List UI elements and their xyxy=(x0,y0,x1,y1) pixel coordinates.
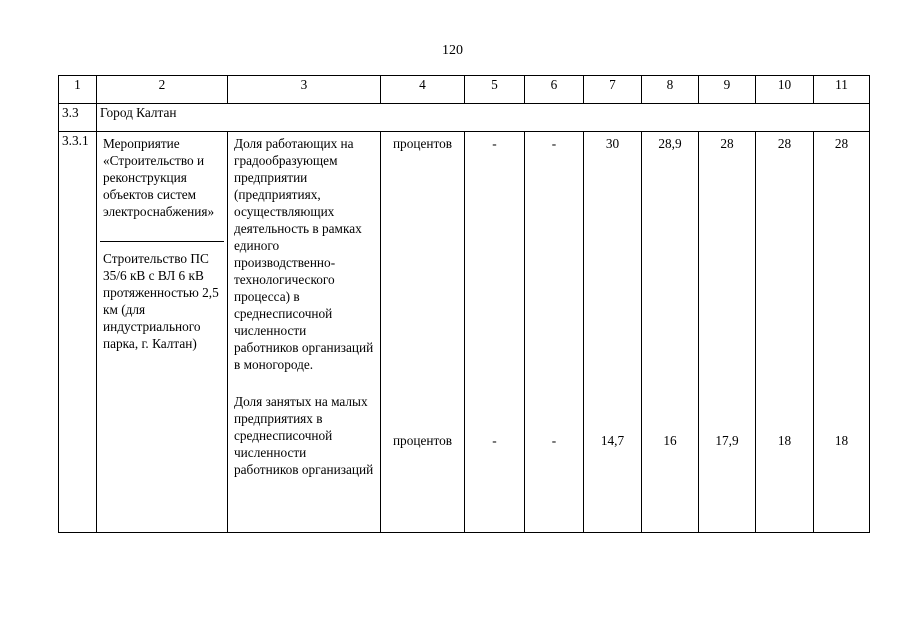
header-cell: 6 xyxy=(525,76,584,104)
col5-value: - xyxy=(492,433,497,448)
col5-value: - xyxy=(492,136,497,151)
col10-value: 28 xyxy=(777,136,792,151)
col8-cell xyxy=(642,132,699,533)
col9-value: 17,9 xyxy=(715,433,739,448)
page-number: 120 xyxy=(442,43,463,58)
section-title: Город Калтан xyxy=(97,104,870,132)
table-header-row xyxy=(59,76,870,104)
header-cell: 7 xyxy=(584,76,642,104)
col6-value: - xyxy=(551,136,557,151)
header-cell: 4 xyxy=(381,76,465,104)
event-name: Мероприятие «Строительство и реконструкция объектов систем электроснабжения» xyxy=(100,132,224,242)
col6-cell xyxy=(525,132,584,533)
col6-value: - xyxy=(551,433,557,448)
col11-value: 18 xyxy=(834,433,849,448)
col9-value: 28 xyxy=(720,136,734,151)
indicator-name: Доля занятых на малых предприятиях в среднесписочной численности работников организаций xyxy=(234,394,374,477)
unit-cell xyxy=(381,132,465,533)
indicator-name: Доля работающих на градообразующем предприятии (предприятиях, осуществляющих деятельность в рамках единого производственно-технологического процесса) в среднесписочной численности работников организаций в моногороде. xyxy=(234,136,374,372)
header-cell: 5 xyxy=(465,76,525,104)
indicator-cell xyxy=(228,132,381,533)
col9-cell xyxy=(699,132,756,533)
col7-value: 14,7 xyxy=(600,433,625,448)
header-cell: 11 xyxy=(814,76,870,104)
header-cell: 9 xyxy=(699,76,756,104)
col7-cell xyxy=(584,132,642,533)
header-cell: 3 xyxy=(228,76,381,104)
table-row xyxy=(59,132,870,533)
col7-value: 30 xyxy=(605,136,620,151)
unit-value: процентов xyxy=(392,433,453,448)
row-code: 3.3.1 xyxy=(59,132,97,533)
col11-value: 28 xyxy=(834,136,849,151)
header-cell: 8 xyxy=(642,76,699,104)
col10-value: 18 xyxy=(777,433,792,448)
event-cell xyxy=(97,132,228,533)
sub-event-name: Строительство ПС 35/6 кВ с ВЛ 6 кВ протяженностью 2,5 км (для индустриального парка, г. Калтан) xyxy=(103,251,219,351)
header-cell: 1 xyxy=(59,76,97,104)
section-row xyxy=(59,104,870,132)
indicators-table xyxy=(58,75,870,533)
col8-value: 16 xyxy=(663,433,677,448)
header-cell: 2 xyxy=(97,76,228,104)
unit-value: процентов xyxy=(392,136,453,151)
section-code: 3.3 xyxy=(59,104,97,132)
col11-cell xyxy=(814,132,870,533)
col5-cell xyxy=(465,132,525,533)
col10-cell xyxy=(756,132,814,533)
col8-value: 28,9 xyxy=(658,136,682,151)
header-cell: 10 xyxy=(756,76,814,104)
